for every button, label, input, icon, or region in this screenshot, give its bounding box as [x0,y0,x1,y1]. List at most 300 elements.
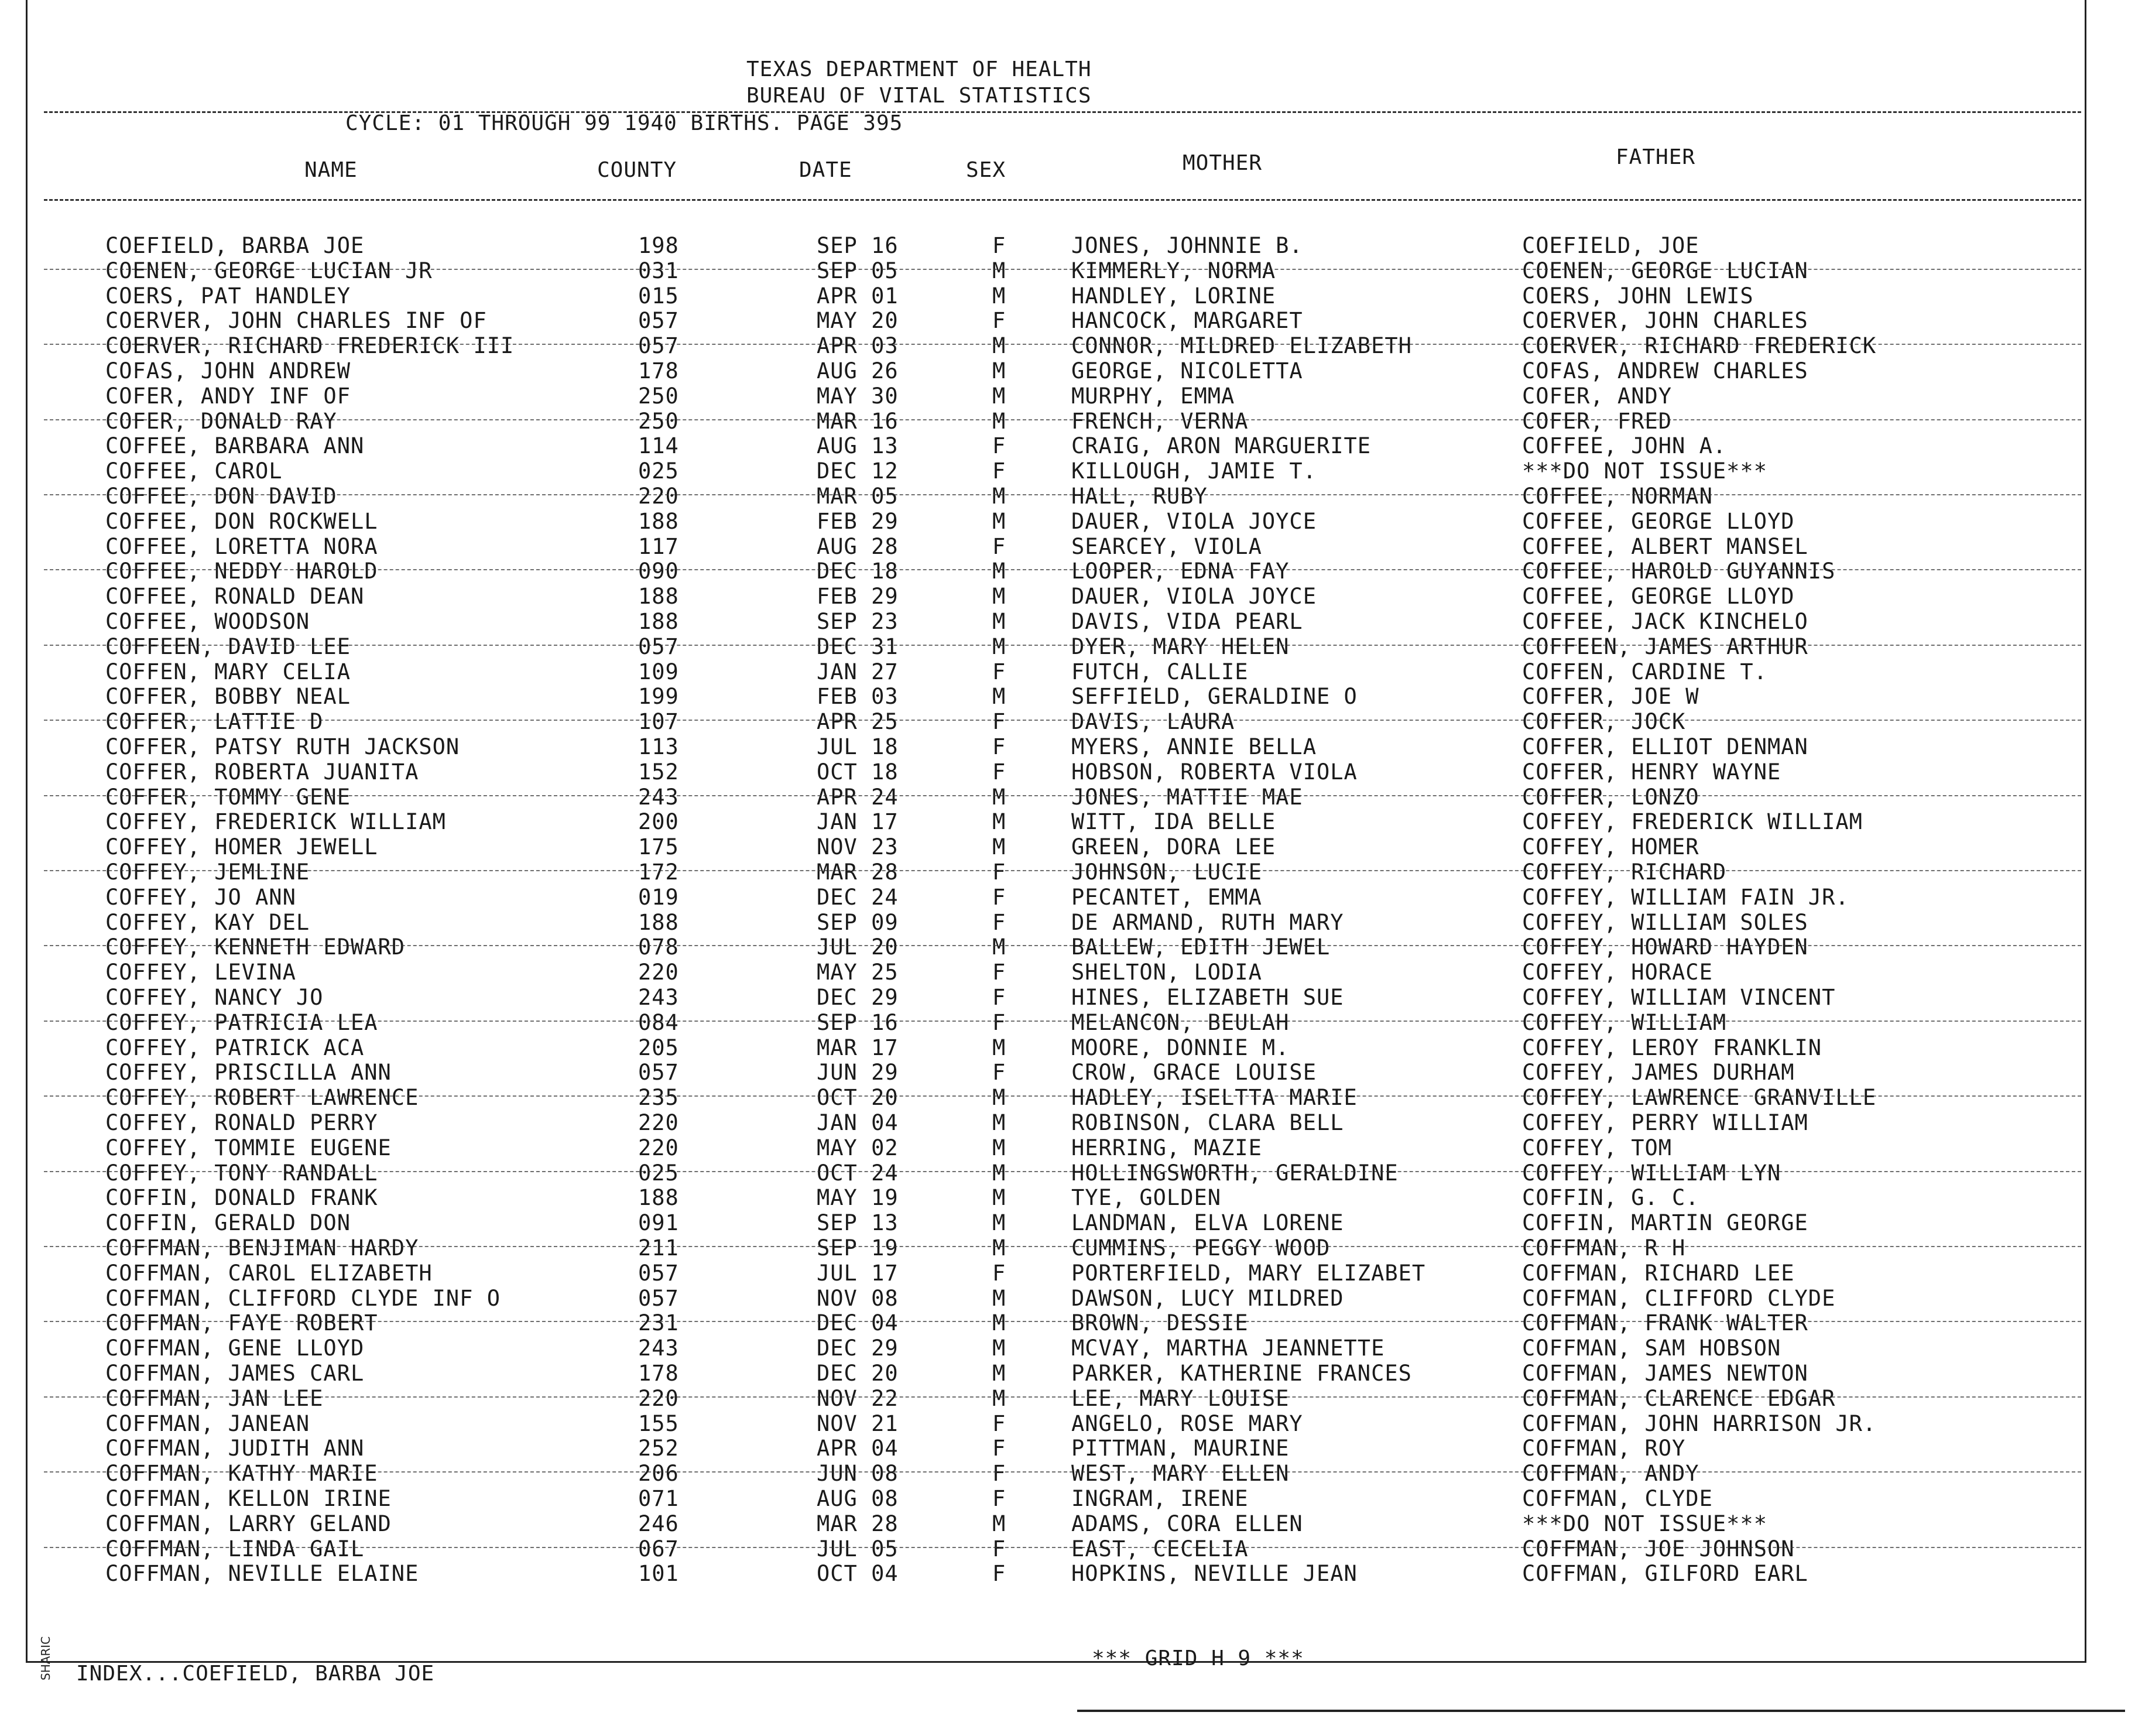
record-name: COFFEY, JO ANN [105,884,296,910]
record-row [0,559,2084,583]
record-date: MAR 28 [817,860,899,885]
record-father: COFFEY, LEROY FRANKLIN [1522,1035,1822,1060]
record-name: COFFMAN, LARRY GELAND [105,1511,392,1536]
record-date: JUL 17 [817,1260,899,1286]
record-row [0,1261,2084,1285]
record-county: 235 [638,1085,679,1111]
record-date: JAN 17 [817,809,899,835]
record-county: 091 [638,1210,679,1236]
grid-footer: *** GRID H 9 *** [1092,1646,1304,1670]
record-date: JAN 27 [817,659,899,684]
record-sex: F [992,709,1006,735]
col-header-date: DATE [799,158,852,182]
record-sex: M [992,584,1006,610]
record-father: COFFEY, HORACE [1522,960,1713,985]
record-mother: PORTERFIELD, MARY ELIZABET [1071,1260,1426,1286]
record-county: 243 [638,1336,679,1361]
record-row [0,1436,2084,1460]
record-row [0,1160,2084,1185]
record-sex: M [992,809,1006,835]
record-county: 078 [638,934,679,960]
record-sex: M [992,383,1006,409]
record-name: COFFMAN, KELLON IRINE [105,1486,392,1511]
record-name: COFFEY, PATRICIA LEA [105,1009,378,1035]
record-row [0,333,2084,358]
record-row [0,659,2084,684]
record-name: COFFMAN, KATHY MARIE [105,1461,378,1487]
record-county: 220 [638,1385,679,1411]
record-father: COENEN, GEORGE LUCIAN [1522,258,1808,283]
record-county: 206 [638,1461,679,1487]
record-row [0,1286,2084,1310]
record-date: APR 24 [817,784,899,810]
record-date: SEP 09 [817,909,899,935]
record-county: 231 [638,1310,679,1336]
record-county: 031 [638,258,679,283]
record-date: OCT 04 [817,1561,899,1587]
row-separator [44,569,2081,570]
record-mother: PECANTET, EMMA [1071,884,1262,910]
record-name: COFFER, ROBERTA JUANITA [105,759,419,785]
record-name: COFFMAN, CLIFFORD CLYDE INF O [105,1285,501,1311]
record-father: COFFEY, WILLIAM FAIN JR. [1522,884,1849,910]
record-row [0,258,2084,283]
index-footer: INDEX...COEFIELD, BARBA JOE [76,1662,435,1686]
record-father: COFFMAN, RICHARD LEE [1522,1260,1795,1286]
record-mother: CRAIG, ARON MARGUERITE [1071,433,1372,459]
record-mother: DAUER, VIOLA JOYCE [1071,508,1317,534]
record-name: COFFMAN, FAYE ROBERT [105,1310,378,1336]
record-name: COFFEY, LEVINA [105,960,296,985]
department-title: TEXAS DEPARTMENT OF HEALTH [746,57,1092,81]
record-mother: DAVIS, LAURA [1071,709,1235,735]
col-header-name: NAME [304,158,358,182]
record-date: OCT 18 [817,759,899,785]
record-mother: WEST, MARY ELLEN [1071,1461,1290,1487]
record-date: NOV 08 [817,1285,899,1311]
record-county: 250 [638,408,679,434]
record-mother: LEE, MARY LOUISE [1071,1385,1290,1411]
record-sex: M [992,684,1006,710]
record-row [0,1386,2084,1410]
record-row [0,1035,2084,1060]
record-county: 178 [638,1361,679,1386]
record-mother: FUTCH, CALLIE [1071,659,1249,684]
record-name: COFFEY, RONALD PERRY [105,1110,378,1135]
record-name: COFFEE, WOODSON [105,609,310,634]
record-sex: F [992,1561,1006,1587]
record-sex: M [992,1336,1006,1361]
record-date: DEC 31 [817,634,899,659]
record-name: COFFEE, RONALD DEAN [105,584,365,610]
row-separator [44,344,2081,345]
record-row [0,1361,2084,1385]
record-county: 188 [638,584,679,610]
record-father: COFFIN, G. C. [1522,1185,1699,1211]
record-sex: M [992,559,1006,584]
record-name: COFFEY, NANCY JO [105,985,324,1010]
record-mother: HERRING, MAZIE [1071,1135,1262,1160]
record-mother: GREEN, DORA LEE [1071,834,1276,860]
record-county: 057 [638,1285,679,1311]
record-name: COERVER, RICHARD FREDERICK III [105,333,515,359]
record-county: 175 [638,834,679,860]
record-mother: HOPKINS, NEVILLE JEAN [1071,1561,1358,1587]
record-row [0,1085,2084,1110]
record-mother: LANDMAN, ELVA LORENE [1071,1210,1344,1236]
record-father: COERVER, RICHARD FREDERICK [1522,333,1877,359]
record-mother: HADLEY, ISELTTA MARIE [1071,1085,1358,1111]
record-row [0,1336,2084,1360]
record-name: COFFEY, FREDERICK WILLIAM [105,809,446,835]
row-separator [44,720,2081,721]
record-mother: BALLEW, EDITH JEWEL [1071,934,1331,960]
record-row [0,1185,2084,1210]
record-date: MAY 25 [817,960,899,985]
record-sex: F [992,960,1006,985]
record-date: APR 04 [817,1436,899,1461]
record-sex: F [992,233,1006,258]
record-mother: DAUER, VIOLA JOYCE [1071,584,1317,610]
record-mother: ROBINSON, CLARA BELL [1071,1110,1344,1135]
record-county: 172 [638,860,679,885]
record-father: COFFEY, WILLIAM [1522,1009,1727,1035]
record-name: COFFEY, TOMMIE EUGENE [105,1135,392,1160]
record-sex: F [992,860,1006,885]
record-mother: KIMMERLY, NORMA [1071,258,1276,283]
record-mother: MELANCON, BEULAH [1071,1009,1290,1035]
record-date: DEC 29 [817,985,899,1010]
record-date: NOV 21 [817,1410,899,1436]
record-mother: BROWN, DESSIE [1071,1310,1249,1336]
record-date: SEP 23 [817,609,899,634]
record-father: COFFEE, GEORGE LLOYD [1522,508,1795,534]
record-county: 199 [638,684,679,710]
record-father: COFER, FRED [1522,408,1673,434]
record-mother: CUMMINS, PEGGY WOOD [1071,1235,1331,1261]
record-date: MAR 05 [817,484,899,509]
record-county: 025 [638,1160,679,1186]
record-name: COFFEY, JEMLINE [105,860,310,885]
record-row [0,834,2084,859]
record-mother: EAST, CECELIA [1071,1536,1249,1562]
record-row [0,409,2084,433]
record-date: SEP 05 [817,258,899,283]
record-sex: M [992,283,1006,309]
record-sex: M [992,1361,1006,1386]
record-father: COFFER, ELLIOT DENMAN [1522,734,1808,759]
record-county: 220 [638,960,679,985]
record-mother: SHELTON, LODIA [1071,960,1262,985]
record-mother: FRENCH, VERNA [1071,408,1249,434]
record-name: COFFEEN, DAVID LEE [105,634,351,659]
record-county: 057 [638,1060,679,1086]
record-father: COFFMAN, JOHN HARRISON JR. [1522,1410,1877,1436]
record-mother: CONNOR, MILDRED ELIZABETH [1071,333,1412,359]
record-county: 220 [638,484,679,509]
record-sex: M [992,1110,1006,1135]
record-county: 067 [638,1536,679,1562]
record-sex: F [992,1410,1006,1436]
row-separator [44,870,2081,871]
record-date: MAR 17 [817,1035,899,1060]
record-father: COFFEY, TOM [1522,1135,1673,1160]
record-row [0,759,2084,784]
record-row [0,609,2084,634]
record-sex: M [992,784,1006,810]
record-name: COFFMAN, CAROL ELIZABETH [105,1260,433,1286]
record-row [0,1511,2084,1536]
record-mother: ADAMS, CORA ELLEN [1071,1511,1303,1536]
record-father: COFFEY, HOMER [1522,834,1699,860]
record-county: 057 [638,634,679,659]
record-date: APR 03 [817,333,899,359]
record-name: COFFIN, DONALD FRANK [105,1185,378,1211]
record-mother: INGRAM, IRENE [1071,1486,1249,1511]
record-county: 250 [638,383,679,409]
record-father: COFFMAN, CLARENCE EDGAR [1522,1385,1836,1411]
bureau-title: BUREAU OF VITAL STATISTICS [746,84,1092,108]
record-row [0,734,2084,759]
record-county: 025 [638,458,679,484]
record-name: COFFEE, LORETTA NORA [105,533,378,559]
record-date: DEC 04 [817,1310,899,1336]
record-sex: F [992,1009,1006,1035]
record-county: 155 [638,1410,679,1436]
record-mother: KILLOUGH, JAMIE T. [1071,458,1317,484]
record-father: COFFEY, WILLIAM SOLES [1522,909,1808,935]
record-mother: TYE, GOLDEN [1071,1185,1222,1211]
record-date: SEP 13 [817,1210,899,1236]
record-father: COFFMAN, GILFORD EARL [1522,1561,1808,1587]
record-sex: M [992,1385,1006,1411]
record-row [0,1486,2084,1511]
record-name: COFFMAN, JAMES CARL [105,1361,365,1386]
record-date: JUL 05 [817,1536,899,1562]
col-header-father: FATHER [1616,145,1696,169]
record-county: 101 [638,1561,679,1587]
record-row [0,934,2084,959]
record-mother: MYERS, ANNIE BELLA [1071,734,1317,759]
record-name: COFFMAN, JAN LEE [105,1385,324,1411]
record-father: COFAS, ANDREW CHARLES [1522,358,1808,384]
record-row [0,458,2084,483]
record-father: COFFMAN, CLIFFORD CLYDE [1522,1285,1836,1311]
row-separator [44,269,2081,270]
record-date: DEC 12 [817,458,899,484]
record-date: JAN 04 [817,1110,899,1135]
record-name: COFFEE, DON DAVID [105,484,337,509]
record-father: COFFEY, PERRY WILLIAM [1522,1110,1808,1135]
record-date: FEB 03 [817,684,899,710]
record-father: COFFMAN, JOE JOHNSON [1522,1536,1795,1562]
record-father: COEFIELD, JOE [1522,233,1699,258]
record-date: APR 25 [817,709,899,735]
record-row [0,960,2084,984]
record-row [0,1310,2084,1335]
record-county: 200 [638,809,679,835]
col-header-sex: SEX [966,158,1006,182]
record-father: COFFMAN, ROY [1522,1436,1686,1461]
record-county: 057 [638,308,679,334]
record-date: MAY 30 [817,383,899,409]
record-mother: HANCOCK, MARGARET [1071,308,1303,334]
record-county: 057 [638,1260,679,1286]
record-date: JUL 18 [817,734,899,759]
record-mother: ANGELO, ROSE MARY [1071,1410,1303,1436]
record-sex: F [992,1486,1006,1511]
record-name: COFFEY, HOMER JEWELL [105,834,378,860]
record-sex: F [992,433,1006,459]
record-name: COFFMAN, JUDITH ANN [105,1436,365,1461]
record-sex: F [992,659,1006,684]
record-row [0,860,2084,884]
record-father: ***DO NOT ISSUE*** [1522,1511,1767,1536]
record-father: ***DO NOT ISSUE*** [1522,458,1767,484]
record-date: MAR 28 [817,1511,899,1536]
record-county: 252 [638,1436,679,1461]
record-sex: F [992,308,1006,334]
record-row [0,584,2084,608]
record-name: COFFEY, ROBERT LAWRENCE [105,1085,419,1111]
record-date: DEC 29 [817,1336,899,1361]
record-sex: F [992,1461,1006,1487]
record-county: 188 [638,1185,679,1211]
record-county: 113 [638,734,679,759]
record-name: COENEN, GEORGE LUCIAN JR [105,258,433,283]
record-name: COFFEY, KAY DEL [105,909,310,935]
row-separator [44,1321,2081,1322]
record-date: MAY 19 [817,1185,899,1211]
record-date: NOV 23 [817,834,899,860]
record-name: COEFIELD, BARBA JOE [105,233,365,258]
record-row [0,885,2084,909]
record-date: AUG 13 [817,433,899,459]
record-sex: M [992,1310,1006,1336]
record-sex: M [992,1285,1006,1311]
record-row [0,1561,2084,1586]
record-father: COFFEEN, JAMES ARTHUR [1522,634,1808,659]
record-sex: M [992,1210,1006,1236]
record-row [0,684,2084,708]
record-mother: SEARCEY, VIOLA [1071,533,1262,559]
record-sex: F [992,1536,1006,1562]
record-father: COFFEE, HAROLD GUYANNIS [1522,559,1836,584]
record-sex: M [992,1135,1006,1160]
record-date: DEC 24 [817,884,899,910]
record-mother: DE ARMAND, RUTH MARY [1071,909,1344,935]
record-mother: JONES, MATTIE MAE [1071,784,1303,810]
record-sex: M [992,508,1006,534]
record-sex: F [992,884,1006,910]
record-county: 084 [638,1009,679,1035]
record-mother: LOOPER, EDNA FAY [1071,559,1290,584]
record-date: FEB 29 [817,584,899,610]
record-mother: HANDLEY, LORINE [1071,283,1276,309]
record-row [0,785,2084,809]
record-county: 188 [638,609,679,634]
record-date: JUN 29 [817,1060,899,1086]
row-separator [44,1095,2081,1097]
record-row [0,509,2084,533]
record-sex: M [992,408,1006,434]
record-date: SEP 16 [817,1009,899,1035]
record-mother: SEFFIELD, GERALDINE O [1071,684,1358,710]
record-father: COFFMAN, SAM HOBSON [1522,1336,1781,1361]
record-mother: HINES, ELIZABETH SUE [1071,985,1344,1010]
record-father: COFFMAN, R H [1522,1235,1686,1261]
row-separator [44,1171,2081,1172]
row-separator [44,1471,2081,1473]
record-mother: HOLLINGSWORTH, GERALDINE [1071,1160,1399,1186]
record-name: COFFEY, KENNETH EDWARD [105,934,406,960]
record-father: COFFER, LONZO [1522,784,1699,810]
record-county: 015 [638,283,679,309]
record-name: COFFMAN, NEVILLE ELAINE [105,1561,419,1587]
record-name: COFFMAN, GENE LLOYD [105,1336,365,1361]
bottom-rule [1077,1710,2125,1712]
record-mother: MOORE, DONNIE M. [1071,1035,1290,1060]
record-date: JUL 20 [817,934,899,960]
record-sex: M [992,1085,1006,1111]
record-row [0,910,2084,934]
record-father: COFFEN, CARDINE T. [1522,659,1767,684]
record-row [0,1010,2084,1035]
record-father: COERVER, JOHN CHARLES [1522,308,1808,334]
record-father: COFFEE, GEORGE LLOYD [1522,584,1795,610]
record-mother: GEORGE, NICOLETTA [1071,358,1303,384]
record-date: NOV 22 [817,1385,899,1411]
record-sex: M [992,1511,1006,1536]
record-row [0,534,2084,559]
record-sex: F [992,1436,1006,1461]
record-sex: M [992,934,1006,960]
record-date: AUG 08 [817,1486,899,1511]
record-row [0,634,2084,659]
row-separator [44,795,2081,796]
record-date: AUG 28 [817,533,899,559]
record-date: MAR 16 [817,408,899,434]
record-county: 188 [638,909,679,935]
record-sex: M [992,358,1006,384]
record-sex: M [992,333,1006,359]
record-father: COFFEE, JOHN A. [1522,433,1727,459]
row-separator [44,1547,2081,1548]
side-label: SHARIC [39,1636,53,1680]
record-row [0,1060,2084,1084]
record-father: COFFEY, WILLIAM VINCENT [1522,985,1836,1010]
record-sex: M [992,834,1006,860]
record-name: COFFEY, PATRICK ACA [105,1035,365,1060]
record-name: COFFER, BOBBY NEAL [105,684,351,710]
record-row [0,283,2084,308]
record-father: COFFMAN, CLYDE [1522,1486,1713,1511]
record-county: 178 [638,358,679,384]
record-father: COFFMAN, ANDY [1522,1461,1699,1487]
record-row [0,1461,2084,1485]
record-date: OCT 20 [817,1085,899,1111]
record-row [0,484,2084,508]
record-date: AUG 26 [817,358,899,384]
record-name: COFFER, TOMMY GENE [105,784,351,810]
record-name: COFFEE, CAROL [105,458,283,484]
record-father: COFFMAN, JAMES NEWTON [1522,1361,1808,1386]
record-mother: CROW, GRACE LOUISE [1071,1060,1317,1086]
record-county: 220 [638,1135,679,1160]
record-county: 188 [638,508,679,534]
record-sex: F [992,759,1006,785]
record-row [0,233,2084,258]
